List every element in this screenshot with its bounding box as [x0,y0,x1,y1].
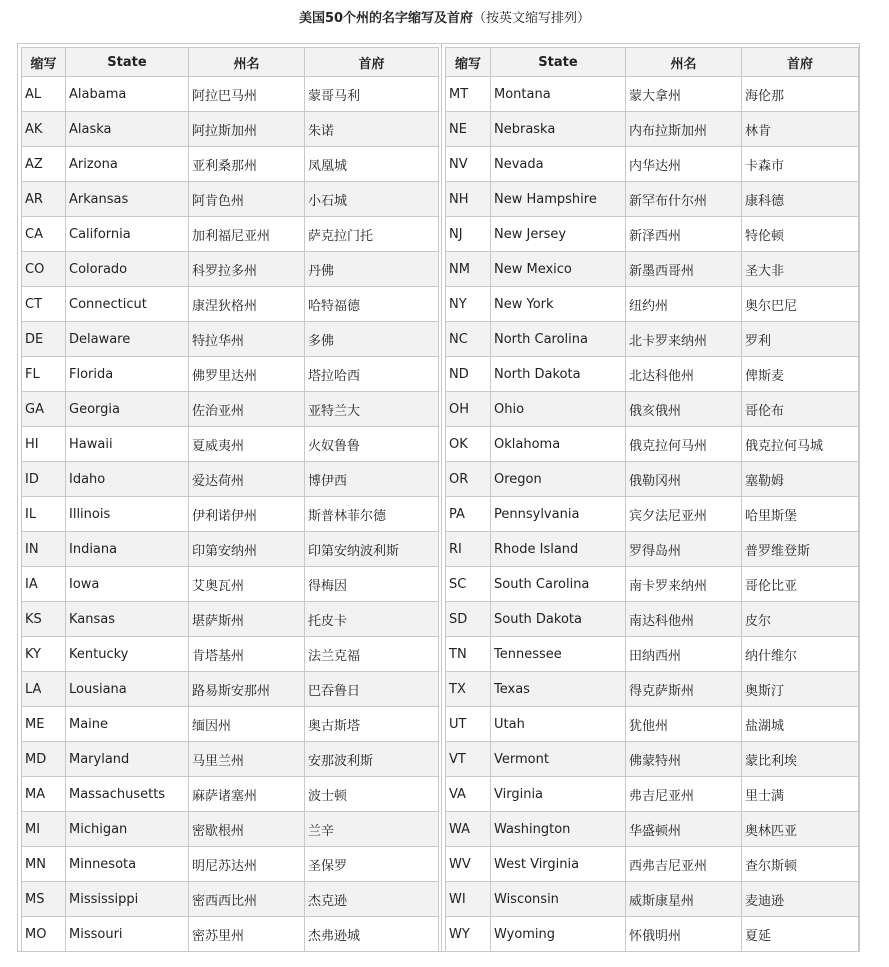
cell-capital: 罗利 [742,322,859,357]
cell-state: Wisconsin [491,882,626,917]
cell-cn-name: 阿拉斯加州 [189,112,305,147]
table-row [446,497,859,532]
table-row [22,742,439,777]
cell-cn-name: 加利福尼亚州 [189,217,305,252]
cell-abbr: RI [446,532,491,567]
cell-state: North Dakota [491,357,626,392]
cell-state: Virginia [491,777,626,812]
cell-abbr: SC [446,567,491,602]
cell-cn-name: 弗吉尼亚州 [626,777,742,812]
cell-capital: 盐湖城 [742,707,859,742]
cell-cn-name: 夏威夷州 [189,427,305,462]
cell-capital: 塞勒姆 [742,462,859,497]
cell-abbr: PA [446,497,491,532]
cell-capital: 蒙比利埃 [742,742,859,777]
table-row [22,112,439,147]
cell-cn-name: 科罗拉多州 [189,252,305,287]
table-row [446,357,859,392]
cell-abbr: NM [446,252,491,287]
table-row [446,112,859,147]
cell-abbr: LA [22,672,66,707]
cell-abbr: ME [22,707,66,742]
cell-abbr: WI [446,882,491,917]
table-row [22,637,439,672]
cell-state: Pennsylvania [491,497,626,532]
cell-capital: 圣大非 [742,252,859,287]
cell-capital: 朱诺 [305,112,439,147]
cell-state: Kentucky [66,637,189,672]
cell-abbr: VT [446,742,491,777]
table-row [22,777,439,812]
cell-state: Hawaii [66,427,189,462]
cell-cn-name: 特拉华州 [189,322,305,357]
cell-abbr: MA [22,777,66,812]
table-row [446,217,859,252]
cell-cn-name: 密歇根州 [189,812,305,847]
header-abbr: 缩写 [446,48,491,77]
table-row [22,462,439,497]
left-table-body [22,77,439,952]
cell-state: Arkansas [66,182,189,217]
cell-state: Rhode Island [491,532,626,567]
table-row [446,707,859,742]
table-row [22,252,439,287]
cell-cn-name: 北达科他州 [626,357,742,392]
cell-abbr: NE [446,112,491,147]
cell-capital: 兰辛 [305,812,439,847]
cell-cn-name: 马里兰州 [189,742,305,777]
cell-state: New York [491,287,626,322]
cell-capital: 巴吞鲁日 [305,672,439,707]
cell-state: Alabama [66,77,189,112]
cell-abbr: ID [22,462,66,497]
cell-capital: 奥林匹亚 [742,812,859,847]
cell-cn-name: 犹他州 [626,707,742,742]
header-state: State [66,48,189,77]
cell-cn-name: 肯塔基州 [189,637,305,672]
header-abbr: 缩写 [22,48,66,77]
cell-capital: 托皮卡 [305,602,439,637]
cell-state: Maryland [66,742,189,777]
cell-capital: 萨克拉门托 [305,217,439,252]
cell-cn-name: 路易斯安那州 [189,672,305,707]
cell-state: Delaware [66,322,189,357]
tables-divider [441,43,442,952]
cell-abbr: NV [446,147,491,182]
cell-state: Oklahoma [491,427,626,462]
table-row [446,287,859,322]
table-row [22,812,439,847]
table-row [22,847,439,882]
cell-abbr: TN [446,637,491,672]
cell-capital: 亚特兰大 [305,392,439,427]
cell-abbr: NH [446,182,491,217]
cell-abbr: HI [22,427,66,462]
cell-state: Connecticut [66,287,189,322]
right-table-body [446,77,859,952]
cell-capital: 海伦那 [742,77,859,112]
cell-cn-name: 佐治亚州 [189,392,305,427]
cell-capital: 多佛 [305,322,439,357]
table-row [446,777,859,812]
cell-cn-name: 麻萨诸塞州 [189,777,305,812]
cell-capital: 哈特福德 [305,287,439,322]
cell-capital: 皮尔 [742,602,859,637]
cell-abbr: NC [446,322,491,357]
cell-abbr: IL [22,497,66,532]
cell-state: West Virginia [491,847,626,882]
cell-capital: 林肯 [742,112,859,147]
cell-abbr: IA [22,567,66,602]
table-row [22,882,439,917]
page-title [0,10,889,28]
cell-capital: 奥斯汀 [742,672,859,707]
cell-state: Kansas [66,602,189,637]
cell-cn-name: 康涅狄格州 [189,287,305,322]
cell-abbr: UT [446,707,491,742]
cell-state: New Jersey [491,217,626,252]
cell-state: Montana [491,77,626,112]
cell-state: New Mexico [491,252,626,287]
cell-capital: 小石城 [305,182,439,217]
cell-cn-name: 俄克拉何马州 [626,427,742,462]
cell-cn-name: 威斯康星州 [626,882,742,917]
cell-capital: 得梅因 [305,567,439,602]
cell-capital: 里士满 [742,777,859,812]
cell-abbr: MO [22,917,66,952]
table-row [446,252,859,287]
cell-cn-name: 内华达州 [626,147,742,182]
cell-abbr: GA [22,392,66,427]
table-row [22,567,439,602]
cell-cn-name: 怀俄明州 [626,917,742,952]
table-row [22,602,439,637]
cell-cn-name: 阿肯色州 [189,182,305,217]
cell-state: Illinois [66,497,189,532]
table-row [446,322,859,357]
table-row [446,742,859,777]
table-row [22,182,439,217]
table-row [446,392,859,427]
cell-abbr: ND [446,357,491,392]
cell-capital: 丹佛 [305,252,439,287]
cell-cn-name: 罗得岛州 [626,532,742,567]
cell-abbr: SD [446,602,491,637]
table-row [22,427,439,462]
cell-abbr: CO [22,252,66,287]
cell-state: Mississippi [66,882,189,917]
cell-capital: 俄克拉何马城 [742,427,859,462]
cell-state: Ohio [491,392,626,427]
cell-state: Alaska [66,112,189,147]
cell-abbr: MN [22,847,66,882]
cell-abbr: AR [22,182,66,217]
cell-cn-name: 艾奥瓦州 [189,567,305,602]
cell-state: Tennessee [491,637,626,672]
table-row [446,77,859,112]
cell-capital: 印第安纳波利斯 [305,532,439,567]
cell-abbr: AZ [22,147,66,182]
cell-cn-name: 宾夕法尼亚州 [626,497,742,532]
table-row [22,322,439,357]
cell-state: New Hampshire [491,182,626,217]
cell-cn-name: 田纳西州 [626,637,742,672]
table-row [446,672,859,707]
cell-abbr: FL [22,357,66,392]
cell-state: Idaho [66,462,189,497]
cell-cn-name: 俄勒冈州 [626,462,742,497]
table-row [446,532,859,567]
table-row [446,847,859,882]
cell-capital: 麦迪逊 [742,882,859,917]
cell-abbr: VA [446,777,491,812]
cell-abbr: AL [22,77,66,112]
cell-state: Florida [66,357,189,392]
cell-cn-name: 南卡罗来纳州 [626,567,742,602]
cell-capital: 圣保罗 [305,847,439,882]
table-row [446,182,859,217]
cell-capital: 纳什维尔 [742,637,859,672]
cell-capital: 普罗维登斯 [742,532,859,567]
cell-abbr: OR [446,462,491,497]
table-row [446,812,859,847]
cell-cn-name: 印第安纳州 [189,532,305,567]
cell-capital: 法兰克福 [305,637,439,672]
cell-capital: 安那波利斯 [305,742,439,777]
table-row [22,287,439,322]
table-row [22,497,439,532]
table-row [446,427,859,462]
cell-cn-name: 堪萨斯州 [189,602,305,637]
cell-abbr: MD [22,742,66,777]
cell-abbr: IN [22,532,66,567]
cell-cn-name: 密苏里州 [189,917,305,952]
cell-abbr: NJ [446,217,491,252]
header-capital: 首府 [742,48,859,77]
cell-abbr: MS [22,882,66,917]
cell-abbr: CT [22,287,66,322]
cell-cn-name: 缅因州 [189,707,305,742]
cell-state: Oregon [491,462,626,497]
cell-capital: 波士顿 [305,777,439,812]
cell-cn-name: 佛罗里达州 [189,357,305,392]
table-row [446,462,859,497]
cell-cn-name: 西弗吉尼亚州 [626,847,742,882]
header-state: State [491,48,626,77]
cell-state: Indiana [66,532,189,567]
cell-capital: 凤凰城 [305,147,439,182]
cell-capital: 塔拉哈西 [305,357,439,392]
cell-state: Georgia [66,392,189,427]
cell-capital: 火奴鲁鲁 [305,427,439,462]
states-table-left [21,47,439,952]
table-row [22,672,439,707]
cell-state: Lousiana [66,672,189,707]
table-row [446,602,859,637]
cell-abbr: CA [22,217,66,252]
cell-capital: 奥尔巴尼 [742,287,859,322]
cell-capital: 杰克逊 [305,882,439,917]
cell-abbr: AK [22,112,66,147]
cell-state: Colorado [66,252,189,287]
cell-state: Utah [491,707,626,742]
cell-cn-name: 得克萨斯州 [626,672,742,707]
page-title-main: 美国50个州的名字缩写及首府 [298,11,474,26]
table-row [446,917,859,952]
table-row [446,637,859,672]
cell-abbr: KS [22,602,66,637]
cell-capital: 哥伦比亚 [742,567,859,602]
cell-capital: 俾斯麦 [742,357,859,392]
cell-capital: 康科德 [742,182,859,217]
table-row [446,147,859,182]
cell-cn-name: 新墨西哥州 [626,252,742,287]
cell-abbr: MT [446,77,491,112]
header-cn-name: 州名 [626,48,742,77]
cell-cn-name: 内布拉斯加州 [626,112,742,147]
cell-abbr: OH [446,392,491,427]
cell-capital: 哈里斯堡 [742,497,859,532]
table-row [22,392,439,427]
states-table-right [445,47,859,952]
cell-capital: 哥伦布 [742,392,859,427]
cell-cn-name: 华盛顿州 [626,812,742,847]
cell-cn-name: 伊利诺伊州 [189,497,305,532]
cell-cn-name: 俄亥俄州 [626,392,742,427]
cell-cn-name: 新罕布什尔州 [626,182,742,217]
cell-capital: 特伦顿 [742,217,859,252]
cell-cn-name: 明尼苏达州 [189,847,305,882]
table-row [22,532,439,567]
cell-capital: 查尔斯顿 [742,847,859,882]
cell-state: Arizona [66,147,189,182]
cell-state: South Dakota [491,602,626,637]
cell-state: Minnesota [66,847,189,882]
table-row [22,147,439,182]
cell-abbr: WV [446,847,491,882]
cell-state: Maine [66,707,189,742]
cell-capital: 斯普林菲尔德 [305,497,439,532]
cell-cn-name: 北卡罗来纳州 [626,322,742,357]
cell-cn-name: 蒙大拿州 [626,77,742,112]
table-row [22,357,439,392]
cell-state: Nebraska [491,112,626,147]
cell-abbr: NY [446,287,491,322]
cell-abbr: DE [22,322,66,357]
cell-state: Massachusetts [66,777,189,812]
table-row [22,917,439,952]
table-row [446,882,859,917]
cell-cn-name: 密西西比州 [189,882,305,917]
cell-state: North Carolina [491,322,626,357]
cell-abbr: TX [446,672,491,707]
table-row [446,567,859,602]
cell-capital: 蒙哥马利 [305,77,439,112]
cell-abbr: KY [22,637,66,672]
cell-state: California [66,217,189,252]
cell-state: Wyoming [491,917,626,952]
header-cn-name: 州名 [189,48,305,77]
cell-cn-name: 爱达荷州 [189,462,305,497]
table-row [22,77,439,112]
cell-capital: 博伊西 [305,462,439,497]
cell-state: Nevada [491,147,626,182]
cell-state: Michigan [66,812,189,847]
cell-capital: 卡森市 [742,147,859,182]
table-header-row [22,48,439,77]
cell-cn-name: 阿拉巴马州 [189,77,305,112]
cell-abbr: WA [446,812,491,847]
cell-state: Iowa [66,567,189,602]
header-capital: 首府 [305,48,439,77]
cell-capital: 夏延 [742,917,859,952]
cell-cn-name: 新泽西州 [626,217,742,252]
cell-abbr: WY [446,917,491,952]
cell-cn-name: 佛蒙特州 [626,742,742,777]
cell-cn-name: 南达科他州 [626,602,742,637]
cell-abbr: OK [446,427,491,462]
cell-state: Washington [491,812,626,847]
table-row [22,707,439,742]
table-row [22,217,439,252]
cell-cn-name: 亚利桑那州 [189,147,305,182]
cell-state: South Carolina [491,567,626,602]
cell-cn-name: 纽约州 [626,287,742,322]
cell-abbr: MI [22,812,66,847]
cell-state: Texas [491,672,626,707]
cell-state: Missouri [66,917,189,952]
cell-capital: 杰弗逊城 [305,917,439,952]
cell-capital: 奥古斯塔 [305,707,439,742]
table-header-row [446,48,859,77]
page-title-sub: （按英文缩写排列） [473,11,591,26]
cell-state: Vermont [491,742,626,777]
